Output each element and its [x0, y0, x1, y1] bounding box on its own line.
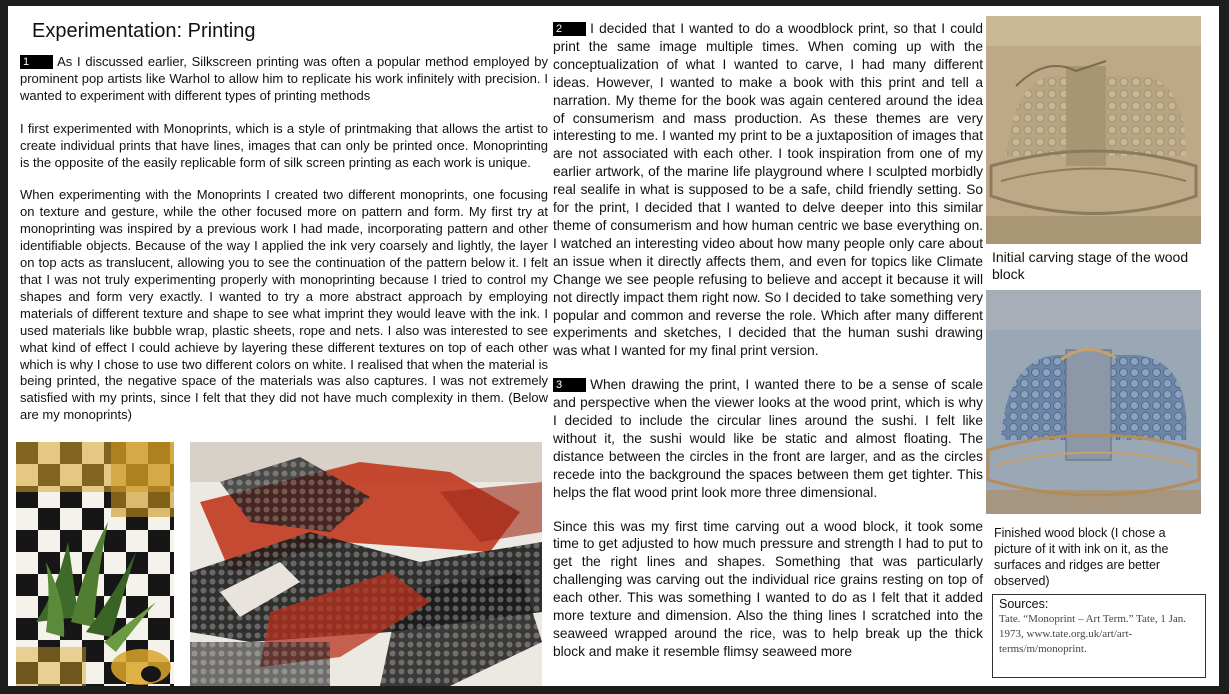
section-number-badge: 1: [20, 55, 53, 69]
finished-wood-block-artwork: [986, 290, 1201, 514]
right-text-column: [553, 20, 983, 677]
finished-wood-block-image: [986, 290, 1201, 514]
finished-wood-block-caption: Finished wood block (I chose a picture of it with ink on it, as the surfaces and ridges are better observed): [994, 526, 1169, 588]
paragraph-carving: Since this was my first time carving out a wood block, it took some time to get adjusted to how much pressure and strength I had to put to get the right lines and shapes. Something that was particularly challenging was carving out the individual rice grains resting on top of each other. This was something I wanted to do as I felt that it added more texture and dimension. Also the thing lines I scratched into the seaweed wrapped around the rice, was to help break up the thick block and make it resemble flimsy seaweed more: [553, 518, 983, 659]
monoprint-checkerboard-image: [16, 442, 174, 686]
sources-citation: Tate. “Monoprint – Art Term.” Tate, 1 Jan. 1973, www.tate.org.uk/art/art-terms/m/monoprint.: [999, 613, 1186, 655]
monoprint-checkerboard-artwork: [16, 442, 174, 686]
paragraph-woodblock: [553, 20, 983, 360]
carving-stage-caption: Initial carving stage of the wood block: [992, 249, 1189, 282]
wood-block-carving-artwork: [986, 16, 1201, 244]
sources-label: Sources:: [999, 597, 1049, 611]
sources-box: [992, 594, 1206, 678]
paragraph-experiment: When experimenting with the Monoprints I created two different monoprints, one focusing on texture and gesture, while the other focused more on pattern and form. My first try at monoprinting was inspired by a previous work I had made, incorporating pattern and other identifiable objects. Because of the way I applied the ink very coarsely and lightly, the layer on top acts as translucent, allowing you to see the continuation of the pattern below it. I felt that I was not truly experimenting properly with monoprinting because I tried to control my shapes and form very exactly. I wanted to try a more abstract approach by employing materials of different texture and shape to see what imprint they would leave with the ink. I used materials like bubble wrap, plastic sheets, rope and nets. I also was interested to see what kind of effect I could achieve by layering these different textures on top of each other which is why I chose to use two different colors on white. I realised that when the material is being printed, the negative space of the materials was also captures. I was not extremely satisfied with my prints, since I felt that they did not have much complexity in them. (Below are my monoprints): [20, 187, 548, 423]
monoprint-abstract-artwork: [190, 442, 542, 686]
paragraph-monoprints: I first experimented with Monoprints, which is a style of printmaking that allows the artist to create individual prints that have lines, images that can only be printed once. Monoprinting is the opposite of the easily replicable form of silk screen printing as each work is unique.: [20, 120, 548, 170]
section-number-badge: 2: [553, 22, 586, 36]
paragraph-text: When drawing the print, I wanted there to be a sense of scale and perspective when the viewer looks at the wood print, which is why I decided to include the circular lines around the sushi. I felt like without it, the sushi would like be static and almost floating. The distance between the circles in the front are larger, and as the circles recede into the background the spaces between them get tighter. This helps the flat wood print look more three dimensional.: [553, 377, 983, 500]
paragraph-text: As I discussed earlier, Silkscreen printing was often a popular method employed by prominent pop artists like Warhol to allow him to replicate his work infinitely with precision. I wanted to experiment with different types of printing methods: [20, 54, 548, 103]
paragraph-drawing: [553, 376, 983, 501]
carving-stage-image: [986, 16, 1201, 244]
monoprint-abstract-texture-image: [190, 442, 542, 686]
section-number-badge: 3: [553, 378, 586, 392]
document-page: [8, 6, 1219, 686]
paragraph-text: I decided that I wanted to do a woodblock print, so that I could print the same image multiple times. When coming up with the conceptualization of what I wanted to carve, I had many different ideas. However, I wanted to make a book with this print and tell a narration. My theme for the book was again centered around the idea of consumerism and mass production. As these themes are very interesting to me. I wanted my print to be a juxtaposition of images that are not associated with each other. I took inspiration from one of my earlier artwork, of the marine life playground where I sculpted morbidly real sealife in what is supposed to be a safe, child friendly setting. So for the print, I decided that I wanted to delve deeper into this similar theme of consumerism and how human centric we base everything on. I watched an interesting video about how many people only care about an issue when it directly affects them, and even for topics like Climate Change we see people refusing to believe and accept it because it will not directly impact them right now. So I decided to take something very popular and common and reverse the role. Which after many different experiments and sketches, I decided that the human sushi drawing was what I wanted for my final print version.: [553, 21, 983, 359]
paragraph-intro: [20, 54, 548, 105]
page-title: Experimentation: Printing: [32, 20, 256, 42]
left-text-column: [20, 54, 548, 440]
